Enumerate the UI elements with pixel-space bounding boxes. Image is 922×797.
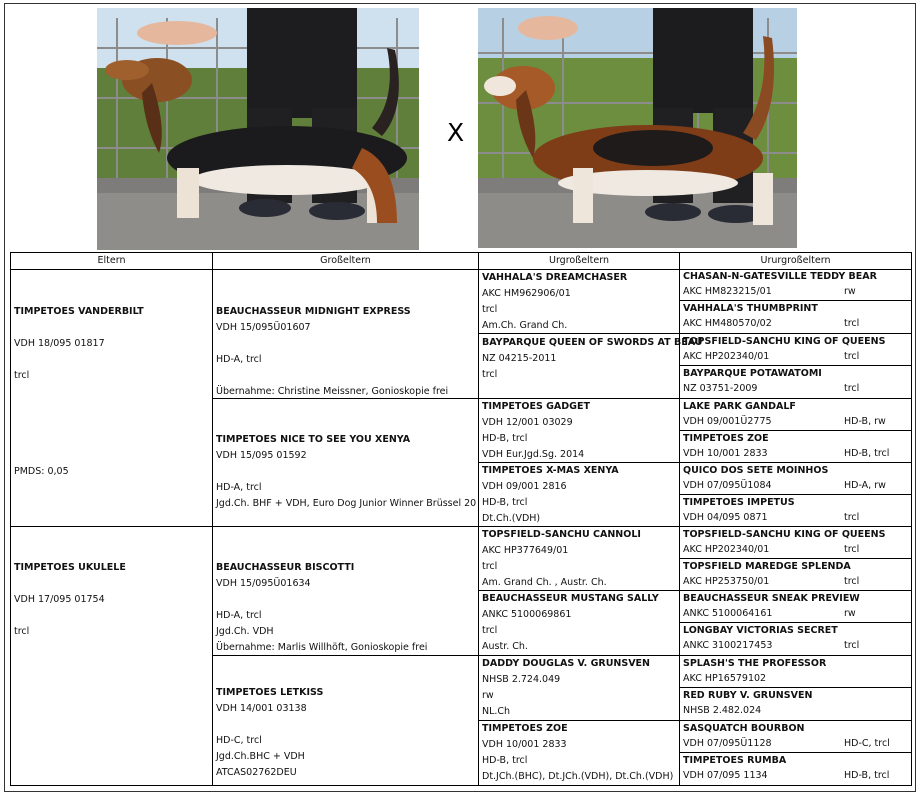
grandparent-titles: Jgd.Ch.BHC + VDH xyxy=(216,751,305,762)
ggg-name: BAYPARQUE POTAWATOMI xyxy=(683,368,822,379)
gg-reg: NZ 04215-2011 xyxy=(482,353,557,364)
great-great-grandparent-cell xyxy=(680,269,911,301)
gg-name: TIMPETOES ZOE xyxy=(482,723,568,734)
column-ururgrosseltern xyxy=(679,252,912,786)
header-eltern: Eltern xyxy=(11,253,212,270)
grandparent-cell xyxy=(213,527,478,656)
grandparent-note: ATCAS02762DEU xyxy=(216,767,297,778)
ggg-name: TIMPETOES RUMBA xyxy=(683,755,787,766)
great-great-grandparent-cell xyxy=(680,623,911,656)
ggg-reg: VDH 07/095Ü1128 xyxy=(683,738,772,749)
grandparent-health: HD-A, trcl xyxy=(216,354,262,365)
parent-name: TIMPETOES VANDERBILT xyxy=(14,306,144,317)
great-great-grandparent-cell xyxy=(680,591,911,623)
gg-reg: VDH 12/001 03029 xyxy=(482,417,573,428)
header-urgrosseltern: Urgroßeltern xyxy=(479,253,679,270)
ggg-tail: trcl xyxy=(844,512,860,523)
great-great-grandparent-cell xyxy=(680,688,911,721)
ggg-tail: HD-B, rw xyxy=(844,416,886,427)
great-great-grandparent-cell xyxy=(680,559,911,591)
gg-name: BEAUCHASSEUR MUSTANG SALLY xyxy=(482,593,659,604)
gg-reg: AKC HP377649/01 xyxy=(482,545,569,556)
ggg-reg: VDH 04/095 0871 xyxy=(683,512,768,523)
ggg-tail: trcl xyxy=(844,544,860,555)
great-great-grandparent-cell xyxy=(680,399,911,431)
ggg-name: CHASAN-N-GATESVILLE TEDDY BEAR xyxy=(683,271,877,282)
ggg-tail: HD-B, trcl xyxy=(844,770,890,781)
gg-color: HD-B, trcl xyxy=(482,755,528,766)
ggg-name: SPLASH'S THE PROFESSOR xyxy=(683,658,827,669)
great-grandparent-cell xyxy=(479,656,679,721)
gg-titles: Austr. Ch. xyxy=(482,641,528,652)
gg-reg: VDH 10/001 2833 xyxy=(482,739,567,750)
great-grandparent-cell xyxy=(479,591,679,656)
gg-name: DADDY DOUGLAS V. GRUNSVEN xyxy=(482,658,650,669)
ggg-reg: NZ 03751-2009 xyxy=(683,383,758,394)
great-great-grandparent-cell xyxy=(680,301,911,334)
parent-color: trcl xyxy=(14,626,30,637)
great-grandparent-cell xyxy=(479,721,679,787)
ggg-reg: AKC HP16579102 xyxy=(683,673,767,684)
great-grandparent-cell xyxy=(479,527,679,591)
great-great-grandparent-cell xyxy=(680,721,911,753)
gg-titles: Dt.JCh.(BHC), Dt.JCh.(VDH), Dt.Ch.(VDH) xyxy=(482,771,674,782)
ggg-tail: trcl xyxy=(844,576,860,587)
ggg-name: TIMPETOES IMPETUS xyxy=(683,497,795,508)
column-urgrosseltern xyxy=(478,252,703,786)
column-eltern xyxy=(10,252,213,786)
gg-color: trcl xyxy=(482,561,498,572)
grandparent-reg: VDH 15/095Ü01634 xyxy=(216,578,311,589)
ggg-reg: ANKC 3100217453 xyxy=(683,640,773,651)
gg-titles: Am. Grand Ch. , Austr. Ch. xyxy=(482,577,607,588)
ggg-reg: AKC HM480570/02 xyxy=(683,318,772,329)
gg-color: HD-B, trcl xyxy=(482,433,528,444)
great-grandparent-cell xyxy=(479,399,679,463)
pedigree-table xyxy=(10,252,912,786)
gg-color: trcl xyxy=(482,304,498,315)
gg-name: TOPSFIELD-SANCHU CANNOLI xyxy=(482,529,641,540)
great-great-grandparent-cell xyxy=(680,463,911,495)
great-great-grandparent-cell xyxy=(680,366,911,399)
gg-titles: NL.Ch xyxy=(482,706,511,717)
great-great-grandparent-cell xyxy=(680,495,911,527)
grandparent-health: HD-A, trcl xyxy=(216,482,262,493)
great-grandparent-cell xyxy=(479,269,679,334)
ggg-tail: HD-A, rw xyxy=(844,480,886,491)
parent-extra: PMDS: 0,05 xyxy=(14,466,69,477)
gg-color: HD-B, trcl xyxy=(482,497,528,508)
gg-reg: NHSB 2.724.049 xyxy=(482,674,561,685)
grandparent-health: HD-C, trcl xyxy=(216,735,262,746)
ggg-reg: AKC HP202340/01 xyxy=(683,351,770,362)
parent-reg: VDH 18/095 01817 xyxy=(14,338,105,349)
parent-sire-cell xyxy=(11,269,212,527)
gg-reg: VDH 09/001 2816 xyxy=(482,481,567,492)
grandparent-note: Übernahme: Christine Meissner, Gonioskopie frei xyxy=(216,386,449,397)
parent-dam-cell xyxy=(11,527,212,787)
gg-titles: VDH Eur.Jgd.Sg. 2014 xyxy=(482,449,585,460)
dam-photo xyxy=(478,8,797,248)
header-grosseltern: Großeltern xyxy=(213,253,478,270)
ggg-name: LONGBAY VICTORIAS SECRET xyxy=(683,625,838,636)
column-grosseltern xyxy=(212,252,479,786)
grandparent-cell xyxy=(213,399,478,527)
grandparent-name: BEAUCHASSEUR BISCOTTI xyxy=(216,562,355,573)
grandparent-cell xyxy=(213,269,478,399)
grandparent-reg: VDH 15/095 01592 xyxy=(216,450,307,461)
ggg-name: VAHHALA'S THUMBPRINT xyxy=(683,303,818,314)
gg-name: TIMPETOES X-MAS XENYA xyxy=(482,465,619,476)
ggg-name: TOPSFIELD-SANCHU KING OF QUEENS xyxy=(683,529,886,540)
ggg-name: RED RUBY V. GRUNSVEN xyxy=(683,690,813,701)
great-great-grandparent-cell xyxy=(680,334,911,366)
gg-name: TIMPETOES GADGET xyxy=(482,401,590,412)
grandparent-health: HD-A, trcl xyxy=(216,610,262,621)
grandparent-note: Übernahme: Marlis Willhöft, Gonioskopie frei xyxy=(216,642,428,653)
gg-color: trcl xyxy=(482,625,498,636)
ggg-reg: AKC HP202340/01 xyxy=(683,544,770,555)
ggg-reg: VDH 07/095 1134 xyxy=(683,770,768,781)
great-grandparent-cell xyxy=(479,334,703,399)
grandparent-titles: Jgd.Ch. VDH xyxy=(216,626,274,637)
ggg-name: TOPSFIELD-SANCHU KING OF QUEENS xyxy=(683,336,886,347)
gg-name: VAHHALA'S DREAMCHASER xyxy=(482,272,628,283)
parent-reg: VDH 17/095 01754 xyxy=(14,594,105,605)
ggg-tail: rw xyxy=(844,608,856,619)
ggg-tail: trcl xyxy=(844,383,860,394)
parent-name: TIMPETOES UKULELE xyxy=(14,562,126,573)
ggg-reg: VDH 07/095Ü1084 xyxy=(683,480,772,491)
ggg-name: QUICO DOS SETE MOINHOS xyxy=(683,465,829,476)
grandparent-name: TIMPETOES NICE TO SEE YOU XENYA xyxy=(216,434,411,445)
ggg-tail: rw xyxy=(844,286,856,297)
ggg-reg: AKC HM823215/01 xyxy=(683,286,772,297)
grandparent-note: Jgd.Ch. BHF + VDH, Euro Dog Junior Winner Brüssel 20 xyxy=(216,498,477,509)
grandparent-name: TIMPETOES LETKISS xyxy=(216,687,324,698)
great-great-grandparent-cell xyxy=(680,656,911,688)
grandparent-reg: VDH 15/095Ü01607 xyxy=(216,322,311,333)
ggg-tail: trcl xyxy=(844,318,860,329)
gg-color: rw xyxy=(482,690,494,701)
gg-reg: ANKC 5100069861 xyxy=(482,609,572,620)
gg-titles: Dt.Ch.(VDH) xyxy=(482,513,541,524)
ggg-name: TOPSFIELD MAREDGE SPLENDA xyxy=(683,561,851,572)
parent-color: trcl xyxy=(14,370,30,381)
sire-photo xyxy=(97,8,419,250)
gg-color: trcl xyxy=(482,369,498,380)
ggg-reg: AKC HP253750/01 xyxy=(683,576,770,587)
gg-titles: Am.Ch. Grand Ch. xyxy=(482,320,568,331)
gg-name: BAYPARQUE QUEEN OF SWORDS AT BEAU xyxy=(482,337,703,348)
great-great-grandparent-cell xyxy=(680,431,911,463)
ggg-reg: VDH 10/001 2833 xyxy=(683,448,768,459)
ggg-reg: NHSB 2.482.024 xyxy=(683,705,762,716)
great-great-grandparent-cell xyxy=(680,527,911,559)
ggg-name: LAKE PARK GANDALF xyxy=(683,401,796,412)
ggg-name: TIMPETOES ZOE xyxy=(683,433,769,444)
ggg-tail: HD-B, trcl xyxy=(844,448,890,459)
great-great-grandparent-cell xyxy=(680,753,911,787)
great-grandparent-cell xyxy=(479,463,679,527)
gg-reg: AKC HM962906/01 xyxy=(482,288,571,299)
grandparent-name: BEAUCHASSEUR MIDNIGHT EXPRESS xyxy=(216,306,411,317)
ggg-tail: HD-C, trcl xyxy=(844,738,890,749)
grandparent-reg: VDH 14/001 03138 xyxy=(216,703,307,714)
ggg-tail: trcl xyxy=(844,640,860,651)
ggg-tail: trcl xyxy=(844,351,860,362)
grandparent-cell xyxy=(213,656,478,787)
ggg-name: SASQUATCH BOURBON xyxy=(683,723,805,734)
cross-symbol: X xyxy=(447,118,465,147)
ggg-name: BEAUCHASSEUR SNEAK PREVIEW xyxy=(683,593,860,604)
ggg-reg: VDH 09/001Ü2775 xyxy=(683,416,772,427)
ggg-reg: ANKC 5100064161 xyxy=(683,608,773,619)
header-ururgrosseltern: Ururgroßeltern xyxy=(680,253,911,270)
